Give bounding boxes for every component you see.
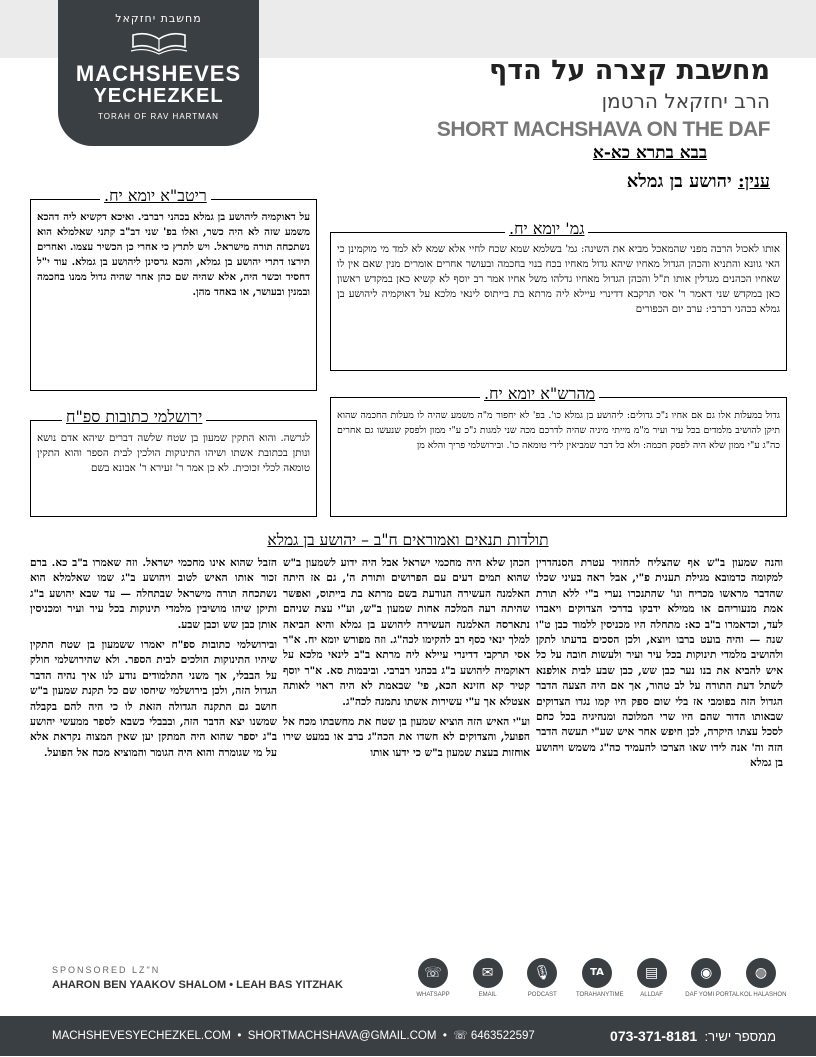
ritva-box bbox=[30, 199, 317, 391]
footer-contacts bbox=[52, 1016, 535, 1056]
footer-separator: • bbox=[442, 1030, 447, 1042]
gemara-box bbox=[330, 232, 787, 371]
ritva-heading: ריטב"א יומא יח. bbox=[100, 186, 211, 206]
alldaf-label: ALLDAF bbox=[640, 992, 663, 998]
email-icon: ✉ bbox=[473, 958, 503, 988]
email-link[interactable] bbox=[467, 958, 509, 1008]
article-column-right bbox=[536, 556, 783, 956]
author-name: הרב יחזקאל הרטמן bbox=[601, 89, 770, 113]
footer bbox=[0, 1016, 816, 1056]
sponsor-names: AHARON BEN YAAKOV SHALOM • LEAH BAS YITZHAK bbox=[52, 979, 343, 991]
email-link-text[interactable]: SHORTMACHSHAVA@GMAIL.COM bbox=[247, 1030, 437, 1042]
yerushalmi-heading: ירושלמי כתובות ספ"ח bbox=[62, 407, 206, 427]
podcast-link[interactable] bbox=[521, 958, 563, 1008]
sponsor-block bbox=[52, 965, 412, 991]
paragraph: הכהן שלא היה מחכמי ישראל אבל היה ידוע לשמעון ב"ש שהוא תמים דעים עם הפרושים ותורת ה', גם אז היתה האלמנה העשירה הנודעת בשם מרתא בת בייתוס, ואפשר שהיתה רעה המלכה אחות שמעון ב"ש, וע"י עצת שניהם נתארסה האלמנה העשירה ליהושע בן גמלא והיא הביאה למלך ינאי כסף רב להקימו לכה"ג. וזה מפורש יומא יח. א"ר אסי תרקבי דדינרי עיילא ליה מרתא ב"ב לינאי מלכא על דאוקמיה ליהושע ב"ג בכהני רברבי. וביבמות סא. א"ר יוסף קטיר קא חזינא הכא, פי' שבאמת לא היה ראוי לאותה אצטלא אך ע"י עשירות אשתו נתמנה לכה"ג. bbox=[283, 557, 530, 708]
whatsapp-icon: ☏ bbox=[418, 958, 448, 988]
page-title-english: SHORT MACHSHAVA ON THE DAF bbox=[436, 118, 770, 141]
podcast-icon: 🎙 bbox=[527, 958, 557, 988]
sponsor-label: SPONSORED LZ"N bbox=[52, 965, 161, 975]
logo-hebrew: מחשבת יחזקאל bbox=[115, 12, 202, 25]
direct-line bbox=[610, 1016, 776, 1057]
podcast-label: PODCAST bbox=[527, 992, 557, 998]
gemara-heading: גמ' יומא יח. bbox=[505, 219, 588, 239]
email-label: EMAIL bbox=[478, 992, 497, 998]
article-column-left bbox=[30, 556, 277, 956]
kolhalashon-label: KOL HALASHON bbox=[739, 992, 787, 998]
topic-line bbox=[627, 171, 770, 192]
paragraph: והנה שמעון ב"ש אף שהצליח להחזיר עטרת הסנהדרין למקומה כדמובא מגילת תענית פ"י, אבל ראה בעיני שכלו שהדבר מראשו מכריח ונו' שהתנכרו נערי ב"י ללא תורת אמת מנעוריהם או ממילא ידבקו בדרכי הצדוקים ויאבדו לעד, וכדאמרו ב"ב כא: מתחלה היו מכניסין ללמוד כבן ט"ו שנה — והיה בועט ברבו ויוצא, ולכן הסכים בדעתו לתקן ולהושיב מלמדי תינוקות בכל עיר ועיר ולעשות חובה על כל איש להביא את בנו נער כבן שש, כבן שבע לבית אולפנא לשתל דעת התורה על לב טהור, אך אם היה הצעה הדבר הגדול הזה בפומבי אז בלי שום ספק היו קמו נגדו הצדוקים שבאותו הדור שהם היו שרי המלוכה ומנהיגיה בכל כחם לסכל עצתו היקרה, לכן חיפש אחר איש שע"י תעשה הדבר הזה וה' אנה לידו שאו הצרכו להעמיד כה"ג משמש ויהושע בן גמלא bbox=[536, 557, 783, 770]
article-heading: תולדות תנאים ואמוראים ח"ב – יהושע בן גמלא bbox=[267, 531, 549, 549]
open-book-icon bbox=[129, 29, 189, 55]
alldaf-link[interactable] bbox=[631, 958, 673, 1008]
logo-line1: MACHSHEVES bbox=[75, 61, 242, 86]
topic-label: ענין: bbox=[738, 171, 770, 192]
yerushalmi-text: לגרשה. והוא התקין שמעון בן שטח שלשה דברים שיהא אדם נושא ונותן בכתובת אשתו ושיהו התינוקות הולכין לבית הספר והוא התקין טומאה לכלי זכוכית. לא כן אמר ר' זעירא ר' אבונא בשם bbox=[37, 433, 310, 474]
maharsha-box bbox=[330, 397, 787, 517]
paragraph: ובירושלמי כתובות ספ"ח יאמרו ששמעון בן שטח התקין שיהיו התינוקות הולכים לבית הספר. ולא שהירושלמי חולק על הבבלי, אך משני התלמודים נודע לנו איך נהיה הדבר הגדול הזה, ולכן בירושלמי שיחסו שם כל תקנת שמעון ב"ש חושב גם התקנה הגדולה הזאת לו כי היה להם בקבלה שמשנו יצא הדבר הזה, ובבבלי כשבא לספר ממעשי יהושע ב"ג יספר שהוא היה המתקן יען שאין המצוה נקראת אלא על מי שגומרה והוא היה הגומר והמוציא מכח אל הפועל. bbox=[30, 639, 277, 759]
paragraph: הזבל שהוא אינו מחכמי ישראל. וזה שאמרו ב"ב כא. ברם זכור אותו האיש לטוב ויהושע ב"ג שמו שאלמלא הוא נשתכחה תורה מישראל שבתחלה — עד שבא יהושע ב"ג ותיקן שיהו מושיבין מלמדי תינוקות בכל עיר ועיר ומכניסין אותן כבן שש וכבן שבע. bbox=[30, 557, 277, 631]
maharsha-text: גדול במעלות אלו גם אם אחיו נ"כ גדולים: ליהושע בן גמלא כו'. בפ' לא יחפור מ"ה משמע שהיה לו מעלות החכמה שהוא תיקן להושיב מלמדים בכל עיר ועיר מ"מ מייתי מיניה שהיה לדרכם מכה שני למגות ג"כ ע"י ממון ולפסק שנעשו גם אחרים כה"ג ע"י ממון שלא היה לפסק חכמה: ולא כל דבר שמביאין לידי טומאה כו'. ובירושלמי פריך והלא מן bbox=[337, 410, 780, 451]
dafyomi-portal-label: DAF YOMI PORTAL bbox=[685, 992, 740, 998]
dafyomi-portal-icon: ◉ bbox=[691, 958, 721, 988]
whatsapp-small-icon: ☏ bbox=[453, 1030, 468, 1042]
torahanytime-link[interactable] bbox=[575, 958, 624, 1008]
whatsapp-number[interactable]: 6463522597 bbox=[470, 1030, 535, 1042]
website-link[interactable]: MACHSHEVESYECHEZKEL.COM bbox=[52, 1030, 231, 1042]
logo[interactable] bbox=[58, 0, 259, 146]
daf-reference: בבא בתרא כא-א bbox=[592, 143, 708, 163]
kolhalashon-icon: ◍ bbox=[746, 958, 776, 988]
logo-line2: YECHEZKEL bbox=[93, 85, 224, 107]
logo-tagline: TORAH OF RAV HARTMAN bbox=[98, 112, 219, 121]
page-title-hebrew: מחשבת קצרה על הדף bbox=[489, 55, 770, 86]
torahanytime-icon: TA bbox=[582, 958, 612, 988]
whatsapp-label: WHATSAPP bbox=[416, 992, 450, 998]
direct-line-number[interactable]: 073-371-8181 bbox=[610, 1028, 698, 1044]
topic-text: יהושע בן גמלא bbox=[626, 171, 732, 192]
kolhalashon-link[interactable] bbox=[739, 958, 787, 1008]
platform-links bbox=[412, 958, 787, 1008]
yerushalmi-box bbox=[30, 420, 317, 517]
footer-separator: • bbox=[237, 1030, 242, 1042]
direct-line-label: ממספר ישיר: bbox=[704, 1029, 776, 1044]
maharsha-heading: מהרש"א יומא יח. bbox=[480, 384, 599, 404]
ritva-text: על דאוקמיה ליהושע בן גמלא בכהני רברבי. ואיכא דקשיא ליה דהכא משמע שזה לא היה כשר, ואלו בפ' שני דב"ב קתני שאלמלא הוא נשתכחה תורה מישראל. ויש לתרץ כי אחרי כן הכשיר עצמו. ואחרים תירצו דתרי יהושע בן גמלא, והכא גרסינן ליהושע בן גמלא. עוד י"ל דחסיד וכשר היה, אלא שהיה שם כהן אחר שהיה גדול ממנו בחכמה ובמנין ובעושר, או באחד מהן. bbox=[37, 211, 310, 298]
torahanytime-label: TORAHANYTIME bbox=[575, 992, 624, 998]
whatsapp-link[interactable] bbox=[412, 958, 454, 1008]
alldaf-icon: ▤ bbox=[637, 958, 667, 988]
article-column-middle bbox=[283, 556, 530, 956]
dafyomi-portal-link[interactable] bbox=[685, 958, 740, 1008]
paragraph: וע"י האיש הזה הוציא שמעון בן שטח את מחשבתו מכח אל הפועל, והצדוקים לא חשדו את הכה"ג ברב או במעט שירו אוחזות בעצת שמעון ב"ש כי ידעו אותו bbox=[283, 716, 530, 759]
gemara-text: אותו לאכול הרבה מפני שהמאכל מביא את השינה: גמ' בשלמא שמא שכח לחיי אלא שמא לא למד מי מוקמינן כי האי גוונא והתניא והכהן הגדול מאחיו שיהא גדול מאחיו בכח בנוי בחכמה ובעושר אחרים אומרים מנין שאם אין לו שאחיו הכהנים מגדלין אותו ת"ל והכהן הגדול מאחיו גדלהו משל אחיו אמר רב יוסף לא קשיא כאן במקדש ראשון כאן במקדש שני דאמר ר' אסי תרקבא דדינרי עיילא ליה מרתא בת בייתוס לינאי מלכא על דאוקמיה ליהושע בן גמלא בכהני רברבי: ערב יום הכפורים bbox=[337, 244, 780, 315]
